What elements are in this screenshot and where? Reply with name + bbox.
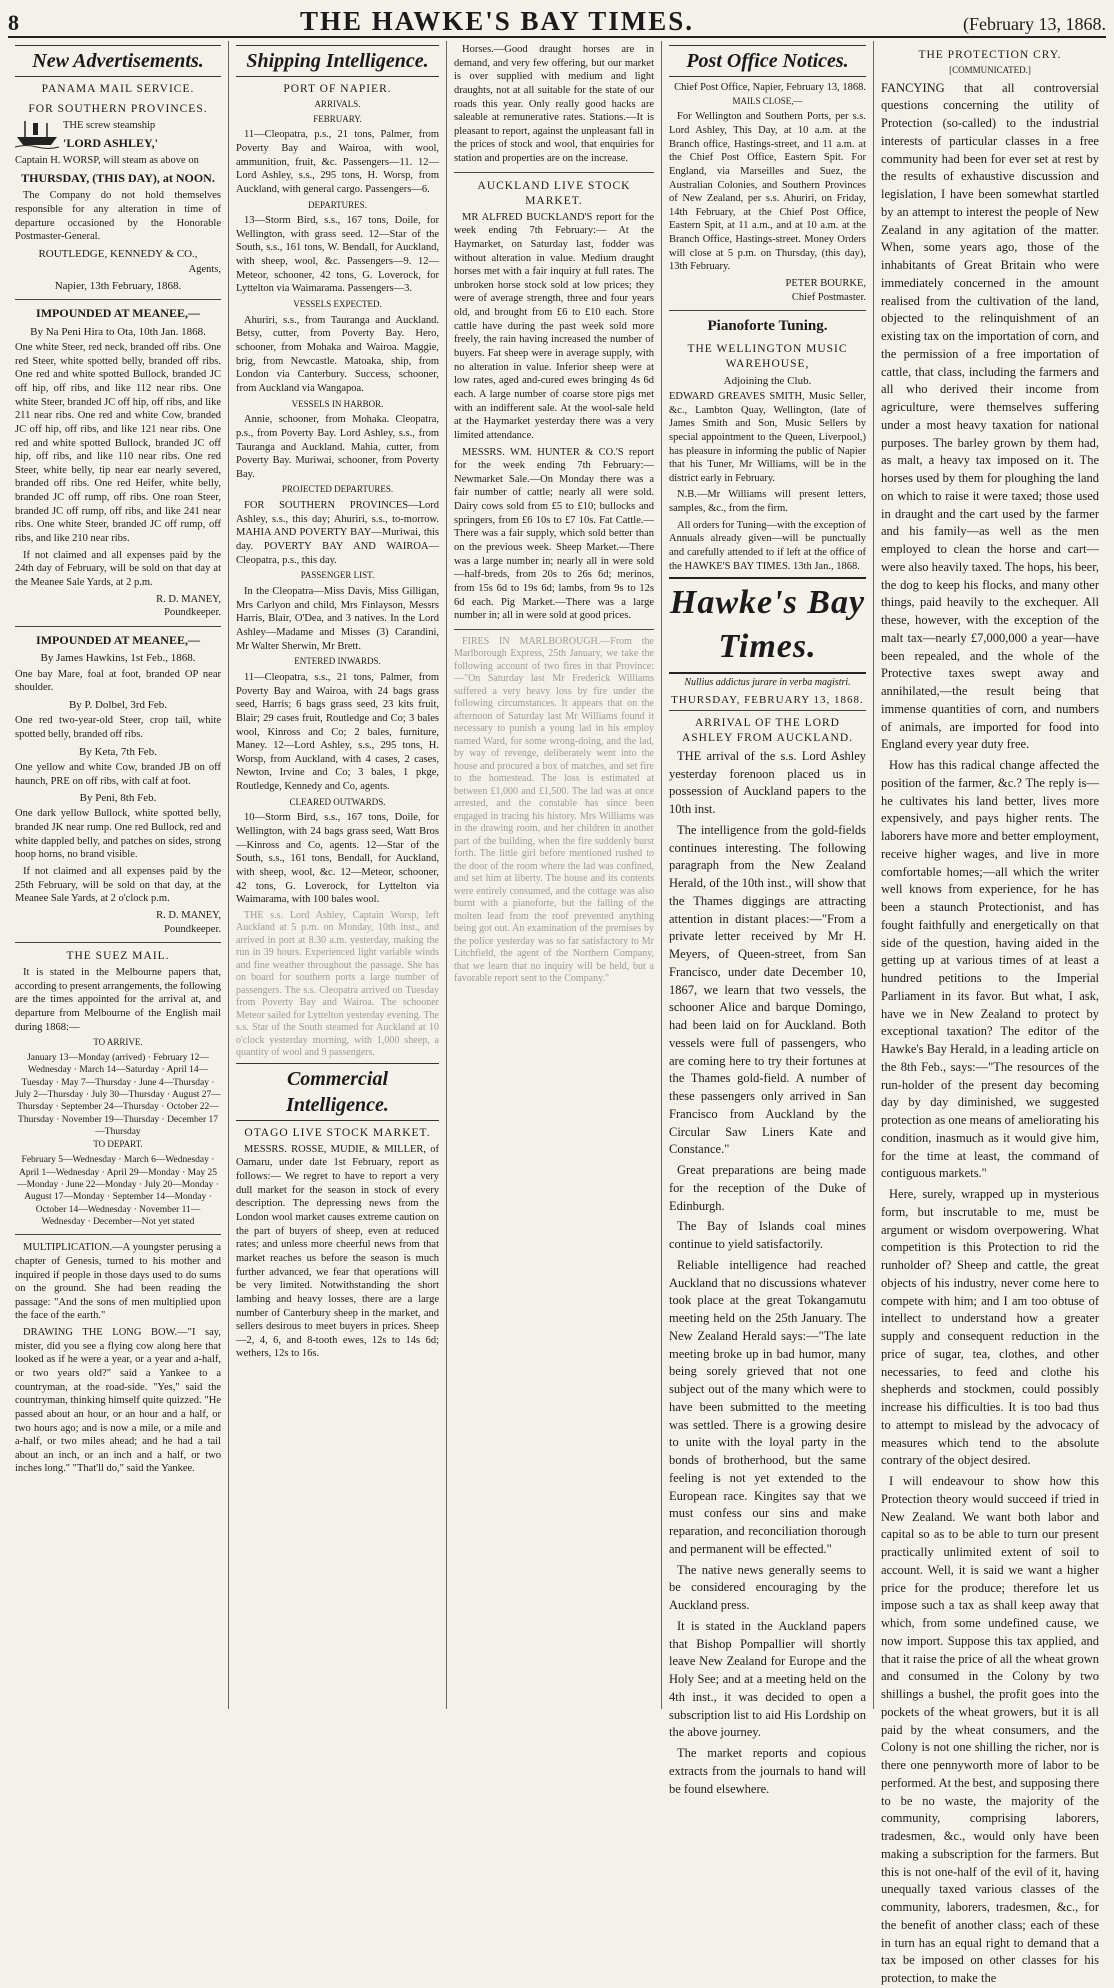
impound-title: IMPOUNDED AT MEANEE,—	[36, 306, 200, 321]
to-arrive-label: TO ARRIVE.	[93, 1037, 143, 1048]
article-paragraph: The market reports and copious extracts from the journals to hand will be found elsewhere.	[669, 1746, 866, 1796]
article-paragraph: It is stated in the Auckland papers that Bishop Pompallier will shortly leave New Zealand for Europe and the Holy See; and at a meeting held on the 4th inst., it was decided to open a subscription list to aid His Lordship on the above journey.	[669, 1618, 866, 1740]
impound-by: By Keta, 7th Feb.	[79, 745, 157, 758]
impound-body: One white Steer, red neck, branded off ribs. One red Steer, white spotted belly, branded off ribs. One red and white spotted Bullock, branded JC off hip, off ribs, and like 112 near ribs. One white Steer, branded JC off hip, off ribs, and like 211 near ribs. One red and white Cow, branded JC off hip, off ribs, and like 121 near ribs. One red and white spotted Bullock, branded JC off hip, off ribs, and like 110 near ribs. One red Steer, white belly, tip near ear nearly severed, branded off ribs. One red Heifer, white belly, branded JC off rump, off ribs. One roan Steer, branded JC off rump, off ribs, and like 241 near ribs. One white Steer, branded JC off rump, off ribs, and like 210 near ribs.	[15, 342, 221, 544]
postmaster-name: PETER BOURKE,	[785, 278, 866, 290]
masthead	[8, 6, 1106, 38]
column-markets	[447, 41, 662, 1709]
article-paragraph: The intelligence from the gold-fields continues interesting. The following paragraph from the New Zealand Herald, of the 10th inst., will show that the Thames diggings are attracting attention in distant places:—"From a private letter received by Mr H. Meyers, of Queen-street, from San Francisco, under date December 10, 1867, we learn that two vessels, the schooner Alice and barque Domingo, had been laid on for Auckland. Both vessels were full of passengers, who are coming here to try their fortunes at the Thames gold-field. A number of these passengers only arrived in San Francisco from Auckland by the Circular Saw Liners Kate and Constance."	[669, 822, 866, 1157]
subheading: PROJECTED DEPARTURES.	[281, 484, 394, 495]
dateline: THURSDAY, FEBRUARY 13, 1868.	[669, 693, 866, 711]
agents-name: ROUTLEDGE, KENNEDY & CO.,	[38, 247, 198, 260]
market-body: MESSRS. ROSSE, MUDIE, & MILLER, of Oamaru, under date 1st February, report as follows:— We regret to have to report a very dull market for the season in stock of every description. The depressing news from the London wool market causes extreme caution on the part of buyers of sheep, even at reduced rates; and unless more cheerful news from that market reaches us before the season is much further advanced, we fear that operations will be very limited. Notwithstanding the short lambing and heavy losses, there are a large number of Canterbury sheep in the market, and sellers desirous to meet buyers in prices. Sheep—2, 4, 6, and 8-tooth ewes, 12s to 14s 6d; wethers, 12s to 16s.	[236, 1143, 439, 1360]
departures-body: 13—Storm Bird, s.s., 167 tons, Doile, for Wellington, with grass seed. 12—Star of the South, s.s., 161 tons, W. Bendall, for Auckland, with sheep, wool, &c. Passengers—9. 12—Meteor, schooner, 42 tons, G. Loverock, for Lyttelton via Waimarama. Passengers—3.	[236, 215, 439, 295]
steamship-icon	[15, 119, 59, 149]
impound-by: By Na Peni Hira to Ota, 10th Jan. 1868.	[30, 325, 206, 338]
passenger-body: In the Cleopatra—Miss Davis, Miss Gilligan, Mrs Carlyon and child, Mrs Finlayson, Messrs Harris, Blair, O'Dea, and 3 natives. In the Lord Ashley—Madame and Misses (3) Carandini, Mr Walter Sherwin, Mr Brett.	[236, 586, 439, 652]
steamship-ad	[15, 119, 221, 154]
postmaster-role: Chief Postmaster.	[791, 291, 866, 303]
agents-word: Agents,	[188, 264, 221, 276]
disclaimer: The Company do not hold themselves responsible for any alteration in time of departure occasioned by the Honorable Postmaster-General.	[15, 190, 221, 243]
ad-title: Pianoforte Tuning.	[707, 318, 828, 335]
harbor-body: Annie, schooner, from Mohaka. Cleopatra, p.s., from Poverty Bay. Lord Ashley, s.s., from Tauranga and Auckland. Mahia, cutter, from Poverty Bay. Muriwai, schooner, from Poverty Bay.	[236, 414, 439, 480]
column-shipping	[229, 41, 447, 1709]
newspaper-banner: Hawke's Bay Times.	[669, 577, 866, 673]
ad-subtitle: THE WELLINGTON MUSIC WAREHOUSE,	[687, 342, 848, 370]
captain-line: Captain H. WORSP, will steam as above on	[15, 155, 199, 167]
ad-subtitle: FOR SOUTHERN PROVINCES.	[28, 102, 208, 115]
columns	[8, 41, 1106, 1986]
column-protection	[874, 41, 1106, 1986]
impound-notice: If not claimed and all expenses paid by the 25th February, will be sold on that day, at the Meanee Sale Yards, at 2 o'clock p.m.	[15, 866, 221, 905]
impound-item: One red two-year-old Steer, crop tail, white spotted belly, branded off ribs.	[15, 715, 221, 740]
depart-schedule: February 5—Wednesday · March 6—Wednesday · April 1—Wednesday · April 29—Monday · May 25—Monday · June 22—Monday · July 20—Monday · August 17—Monday · September 14—Monday · October 14—Wednesday · November 11—Wednesday · December—Not yet stated	[17, 1155, 219, 1227]
poundkeeper-role: Poundkeeper.	[164, 923, 221, 935]
entered-body: 11—Cleopatra, s.s., 21 tons, Palmer, from Poverty Bay and Wairoa, with 24 bags grass seed, Harris; 6 bags grass seed, 23 kits fruit, Blair; 29 cases fruit, Routledge and Co; 3 bales wool, Kinross and Co; 2 bales, furniture, Maney. 12—Lord Ashley, s.s., 295 tons, H. Worsp, from Auckland, with 4 cases, 2 cases, Newton, Irvine and Co; 3 bales, 1 pkge, Routledge, Kennedy and Co, agents.	[236, 671, 439, 793]
port-title: PORT OF NAPIER.	[283, 83, 392, 95]
market-title: AUCKLAND LIVE STOCK MARKET.	[477, 179, 631, 207]
market-body: MR ALFRED BUCKLAND'S report for the week ending 7th February:— At the Haymarket, on Saturday last, fodder was without alteration in value. Medium draught horses met with a fair inquiry at full rates. The unbroken horse stock sold at low prices; they were of average strength, three and four years old, and brought from £6 to £10 each. Store cattle have during the past week sold more freely, the rain having increased the number of buyers. Fat sheep were in average supply, with no alteration in value. Inferior sheep were at low rates, aged and-cured ewes bringing 4s 6d each. A large number of coarse store pigs met with an indifferent sale. At the wool-sale held at the Haymarket yesterday there was a very limited attendance.	[454, 211, 654, 441]
ad-subtitle: Adjoining the Club.	[723, 374, 812, 387]
section-heading: Post Office Notices.	[669, 45, 866, 77]
article-paragraph: THE arrival of the s.s. Lord Ashley yesterday forenoon placed us in possession of Auckland papers to the 10th inst.	[669, 748, 866, 817]
article-paragraph: I will endeavour to show how this Protection theory would succeed if tried in New Zealand. We want both labor and capital so as to be able to turn our present practically unlimited extent of soil to account. Well, it is said we want a higher price for the produce; therefore let us impose such a tax as shall keep away that which, from some undefined cause, we now import. Suppose this tax applied, and that it raise the price of all the wheat grown and consumed in the Colony by two shillings a bushel, the profit goes into the pockets of the wheat growers, but it is all paid by the wheat consumers, and the Colony is not one shilling the richer, nor is there one pennyworth more of labor to be performed. At the best, and supposing there to be no waste, the majority of the community, comprising laborers, tradesmen, &c., would only have been making a subscription for the farmers. But this is not one-half of the evil of it, having unequally taxed various classes of the community, laborers, tradesmen, &c., for the benefit of another class; each of these in turn has an equal right to demand that a tax be imposed on other classes for his protection, to make the	[881, 1474, 1100, 1986]
ship-name: 'LORD ASHLEY,'	[63, 135, 158, 150]
ad-body: N.B.—Mr Williams will present letters, samples, &c., from the firm.	[669, 489, 866, 515]
poundkeeper-role: Poundkeeper.	[164, 607, 221, 619]
arrivals-body: 11—Cleopatra, p.s., 21 tons, Palmer, from Poverty Bay and Wairoa, with wool, ammunition, fruit, &c. Passengers—11. 12—Lord Ashley, s.s., 295 tons, H. Worsp, from Auckland, with general cargo. Passengers—6.	[236, 129, 439, 195]
paragraph-multiplication: MULTIPLICATION.—A youngster perusing a chapter of Genesis, turned to his mother and inquired if people in those days used to do sums on the ground. She had been reading the passage: "And the sons of men multiplied upon the face of the earth."	[15, 1242, 221, 1322]
suez-body: It is stated in the Melbourne papers that, according to present arrangements, the following are the times appointed for the arrival at, and departure from Melbourne of the English mail during 1868:—	[15, 967, 221, 1033]
section-heading: Commercial Intelligence.	[236, 1063, 439, 1121]
arrive-schedule: January 13—Monday (arrived) · February 12—Wednesday · March 14—Saturday · April 14—Tuesday · May 7—Thursday · June 4—Thursday · July 2—Thursday · July 30—Thursday · August 27—Thursday · September 24—Thursday · October 22—Thursday · November 19—Thursday · December 17—Thursday	[15, 1053, 221, 1138]
to-depart-label: TO DEPART.	[93, 1139, 143, 1150]
mails-body: For Wellington and Southern Ports, per s.s. Lord Ashley, This Day, at 10 a.m. at the Branch office, Hastings-street, and 11 a.m. at the Chief Post Office, Eastern Spit. For England, via Marseilles and Suez, the Australian Colonies, and Southern Provinces of New Zealand, per s.s. Ahuriri, on Friday, 14th February, at the Chief Post Office, Eastern Spit, at 11 a.m., and at 10 a.m. at the Branch Office, Hastings-street. Money Orders will close at 5 p.m. on Thursday, (this day), 13th February.	[669, 111, 866, 273]
fires-article: FIRES IN MARLBOROUGH.—From the Marlborough Express, 25th January, we take the following account of two fires in that Province:—"On Saturday last Mr Frederick Williams suffered a very heavy loss by fire under the following circumstances. It appears that on the afternoon of Saturday last Mr Williams found it necessary to punish a young lad in his employ named Ward, for some wrong-doing, and the lad, by way of revenge, deliberately went into the house and procured a box of matches, and set fire to the homestead. The loss is estimated at between £1,000 and £1,500. The lad was at once arrested, and the constable has since been engaged in tracing his history. Mrs Williams was in the drawing room, and her children in another part of the building, when the fire suddenly burst forth. The little girl before mentioned rushed to the door of the room where the lad was confined, and set him at liberty. The house and its contents were entirely consumed, and the cottage was also burnt with a pianoforte, but the falling of the molten lead from the roof prevented anything being got out. An examination of the premises by the police yesterday was so far satisfactory to Mr Litchfield, the agent of the Northern Company, that we learn that no inquiry will be held, but a favorable report sent to the Company."	[454, 635, 654, 985]
expected-body: Ahuriri, s.s., from Tauranga and Auckland. Betsy, cutter, from Poverty Bay. Hero, schooner, from Mohaka and Wairoa. Maggie, brig, from Newcastle. Matoaka, ship, from London via Canterbury. Success, schooner, from Auckland via Wangapoa.	[236, 314, 439, 394]
impound-by: By Peni, 8th Feb.	[79, 792, 157, 805]
subheading: PASSENGER LIST.	[300, 570, 375, 581]
issue-date: (February 13, 1868.	[963, 14, 1106, 34]
section-heading: Shipping Intelligence.	[236, 45, 439, 77]
impound-item: One bay Mare, foal at foot, branded OP near shoulder.	[15, 668, 221, 694]
section-heading: New Advertisements.	[15, 45, 221, 77]
impound-by: By James Hawkins, 1st Feb., 1868.	[40, 652, 196, 665]
impound-title: IMPOUNDED AT MEANEE,—	[36, 632, 200, 647]
subheading: ENTERED INWARDS.	[294, 656, 381, 667]
communicated-label: [COMMUNICATED.]	[949, 64, 1031, 75]
column-advertisements	[8, 41, 229, 1709]
poundkeeper-name: R. D. MANEY,	[156, 909, 221, 921]
article-paragraph: Reliable intelligence had reached Auckland that no discussions whatever took place at the great Tokangamutu meeting held on the 25th January. The New Zealand Herald says:—"The late meeting broke up in bad humor, many being sorely grieved that not one subject out of the many which were to have been submitted to the meeting was settled. There is a growing desire to unite with the loyal party in the bonds of brotherhood, but the same feeling is not yet extended to the European race. Kingites say that we must confess our sins and make reparation, and reconciliation thorough and permanent will be effected."	[669, 1257, 866, 1556]
market-body: MESSRS. WM. HUNTER & CO.'S report for the week ending 7th February:— Newmarket Sale.—On Monday there was a fair number of cattle; nearly all were sold. Dairy cows sold from £5 to £10; bullocks and springers, from £6 10s to £7 10s. Fat Cattle.—There was a fair supply, which sold better than on the previous week. Sheep Market.—There was a large number in; nearly all in were sold—half-breds, from 20s to 26s 6d; merinos, from 15s 6d to 19s 6d; lambs, from 9s to 12s 6d each. Pig Market.—There was a large number in; all in were sold at good prices.	[454, 446, 654, 622]
paragraph-long-bow: DRAWING THE LONG BOW.—"I say, mister, did you see a flying cow along here that looked as if he were a year, or a year and a-half, or two years old?" said a Yankee to a countryman, at the road-side. "Yes," said the countryman, thinking himself quite quizzed. "He passed about an hour, or an hour and a half, or two hours ago; and is now a mile, or a mile and a-half, or two miles ahead; and he had a tail about an inch, or an inch and a half, or two inches long." "That'll do," said the Yankee.	[15, 1327, 221, 1475]
shipping-notes: THE s.s. Lord Ashley, Captain Worsp, left Auckland at 5 p.m. on Monday, 10th inst., and arrived in port at 8.30 a.m. yesterday, making the run in 39 hours. Experienced light variable winds and fine weather throughout the passage. She has on board for southern ports a large number of passengers. The s.s. Cleopatra arrived on Tuesday from Poverty Bay and Wairoa. The schooner Meteor sailed for Lyttelton yesterday evening. The s.s. Star of the South steamed for Auckland at 10 o'clock yesterday morning, with 1,000 sheep, a quantity of wool and 9 passengers.	[236, 909, 439, 1059]
market-body: Horses.—Good draught horses are in demand, and very few offering, but our market is over supplied with medium and light draughts, not at all suitable for the state of our roads this year. Only really good hacks are saleable at remunerative rates. Stations.—It is pleasant to report, against the unpleasant fall in the prices of stock and wool, that enquiries for station and properties are on the increase.	[454, 44, 654, 165]
cleared-body: 10—Storm Bird, s.s., 167 tons, Doile, for Wellington, with 24 bags grass seed, Watt Bros—Kinross and Co, agents. 12—Star of the South, s.s., 161 tons, Bendall, for Auckland, with sheep, wool, &c. 12—Meteor, schooner, 42 tons, G. Loverock, for Lyttelton via Waimarama, with 100 bales wool.	[236, 812, 439, 906]
impound-notice: If not claimed and all expenses paid by the 24th day of February, will be sold on that day at the Meanee Sale Yards, at 2 p.m.	[15, 549, 221, 588]
ship-text: THE screw steamship	[63, 119, 156, 131]
impound-item: One yellow and white Cow, branded JB on off haunch, PRE on off ribs, with calf at foot.	[15, 761, 221, 787]
ad-body: EDWARD GREAVES SMITH, Music Seller, &c., Lambton Quay, Wellington, (late of James Smith and Son, Music Sellers by special appointment to the Queen, Liverpool,) has pleasure in informing the public of Napier that his Tuner, Mr Williams, will be in the district early in February.	[669, 390, 866, 484]
paper-title: THE HAWKE'S BAY TIMES.	[299, 6, 695, 36]
ad-body: All orders for Tuning—with the exception of Annuals already given—will be punctually and carefully attended to if left at the office of the HAWKE'S BAY TIMES. 13th Jan., 1868.	[669, 519, 866, 572]
subheading: CLEARED OUTWARDS.	[289, 796, 386, 807]
article-paragraph: Great preparations are being made for the reception of the Duke of Edinburgh.	[669, 1163, 866, 1213]
projected-body: FOR SOUTHERN PROVINCES—Lord Ashley, s.s., this day; Ahuriri, s.s., to-morrow. MAHIA AND POVERTY BAY—Muriwai, this day. POVERTY BAY AND WAIROA—Cleopatra, p.s., this day.	[236, 500, 439, 566]
suez-title: THE SUEZ MAIL.	[66, 950, 170, 963]
subheading: VESSELS IN HARBOR.	[291, 398, 384, 409]
subheading: VESSELS EXPECTED.	[293, 299, 382, 310]
column-notices	[662, 41, 874, 1796]
article-title: ARRIVAL OF THE LORD ASHLEY FROM AUCKLAND.	[681, 716, 854, 744]
month-label: FEBRUARY.	[313, 113, 362, 124]
post-office-address: Chief Post Office, Napier, February 13, 1868.	[674, 82, 866, 93]
article-paragraph: The Bay of Islands coal mines continue to yield satisfactorily.	[669, 1219, 866, 1252]
article-paragraph: Here, surely, wrapped up in mysterious form, but inscrutable to me, must be argument or wisdom overpowering. What competition is this Protection to rid the runholder of? Sheep and cattle, the great objects of his industry, never come here to compete with him; and I am too obtuse of intellect to understand how a greater supply and consequent reduction in the price of sugar, tea, clothes, and other necessaries, to feed and clothe his shepherds and stockmen, could possibly increase his difficulties. It is too bad thus to attempt to mislead by the advocacy of measures which tend to the absolute contrary of the object desired.	[881, 1187, 1099, 1468]
motto: Nullius addictus jurare in verba magistri.	[684, 676, 851, 688]
subheading: MAILS CLOSE,—	[732, 95, 803, 106]
protection-article	[881, 80, 1099, 1988]
article-paragraph: The native news generally seems to be considered encouraging by the Auckland press.	[669, 1562, 866, 1613]
article-paragraph: FANCYING that all controversial questions concerning the utility of Protection (so-called) to the industrial interests of particular classes in a free community had been for ever set at rest by the results of exhaustive discussion and legislation, I have been somewhat startled by an attempt to interest the people of New Zealand in any agitation of the matter. When, some years ago, those of the inhabitants of Great Britain who were immediately concerned in the amount realised from the cultivation of the land, objected to the relinquishment of an existing tax on the importation of corn, and the permission of a free importation of cattle, that class, including the farmers and all who derived their income from agriculture, were themselves suffering under a most heavy taxation for national purposes. The barley grown by them had, as malt, a heavy tax imposed on it. The horses used by them for ploughing the land on which to raise it were taxed; those used in draught and the cart used by the farmer and his family—as well as the men employed to clean the horse and cart—were also heavily taxed. The hops, his beer, the dog to keep his flocks, and many other things, paid heavily to the exchequer. All these, however, with the exception of the malt tax—nearly £7,000,000 a year—have been repealed, and the whole of the Protective taxes swept away and annihilated,—the result being that immense quantities of corn, and numbers of animals, are imported for food into England every year duty free.	[881, 80, 1099, 752]
ad-title: PANAMA MAIL SERVICE.	[41, 83, 195, 95]
article-paragraph: How has this radical change affected the position of the farmer, &c.? The reply is—he cultivates his land better, lives more expensively, and pays higher rents. The laborers have more and better employment, receive higher wages, and live in more comfortable homes;—all which the writer well knows from experience, for he has been a staunch Protectionist, and has fought faithfully and energetically on that side of the question, having aided in the getting up at various times of at least a hundred petitions to the Imperial Parliament in its favor. But what, I ask, have we in New Zealand to protect by exceptional taxation? The editor of the Hawke's Bay Herald, in a leading article on the 8th Feb., says:—"The resources of the run-holder of the present day becoming day by day diminished, we suggested protection as one means of ameliorating his condition, inasmuch as it would give him, for the time at least, the command of contiguous markets."	[881, 758, 1099, 1181]
subheading: DEPARTURES.	[308, 199, 367, 210]
impound-item: One dark yellow Bullock, white spotted belly, branded JK near rump. One red Bullock, red and white dappled belly, and patches on sides, strong hoop horns, no brand visible.	[15, 808, 221, 861]
lead-article	[669, 748, 866, 1799]
subheading: ARRIVALS.	[314, 98, 361, 109]
agents-date: Napier, 13th February, 1868.	[54, 279, 182, 292]
article-title: THE PROTECTION CRY.	[918, 49, 1062, 61]
page-number: 8	[8, 10, 19, 35]
sailing-time: THURSDAY, (THIS DAY), at NOON.	[21, 170, 215, 185]
impound-by: By P. Dolbel, 3rd Feb.	[68, 699, 168, 712]
market-title: OTAGO LIVE STOCK MARKET.	[244, 1126, 431, 1139]
poundkeeper-name: R. D. MANEY,	[156, 593, 221, 605]
